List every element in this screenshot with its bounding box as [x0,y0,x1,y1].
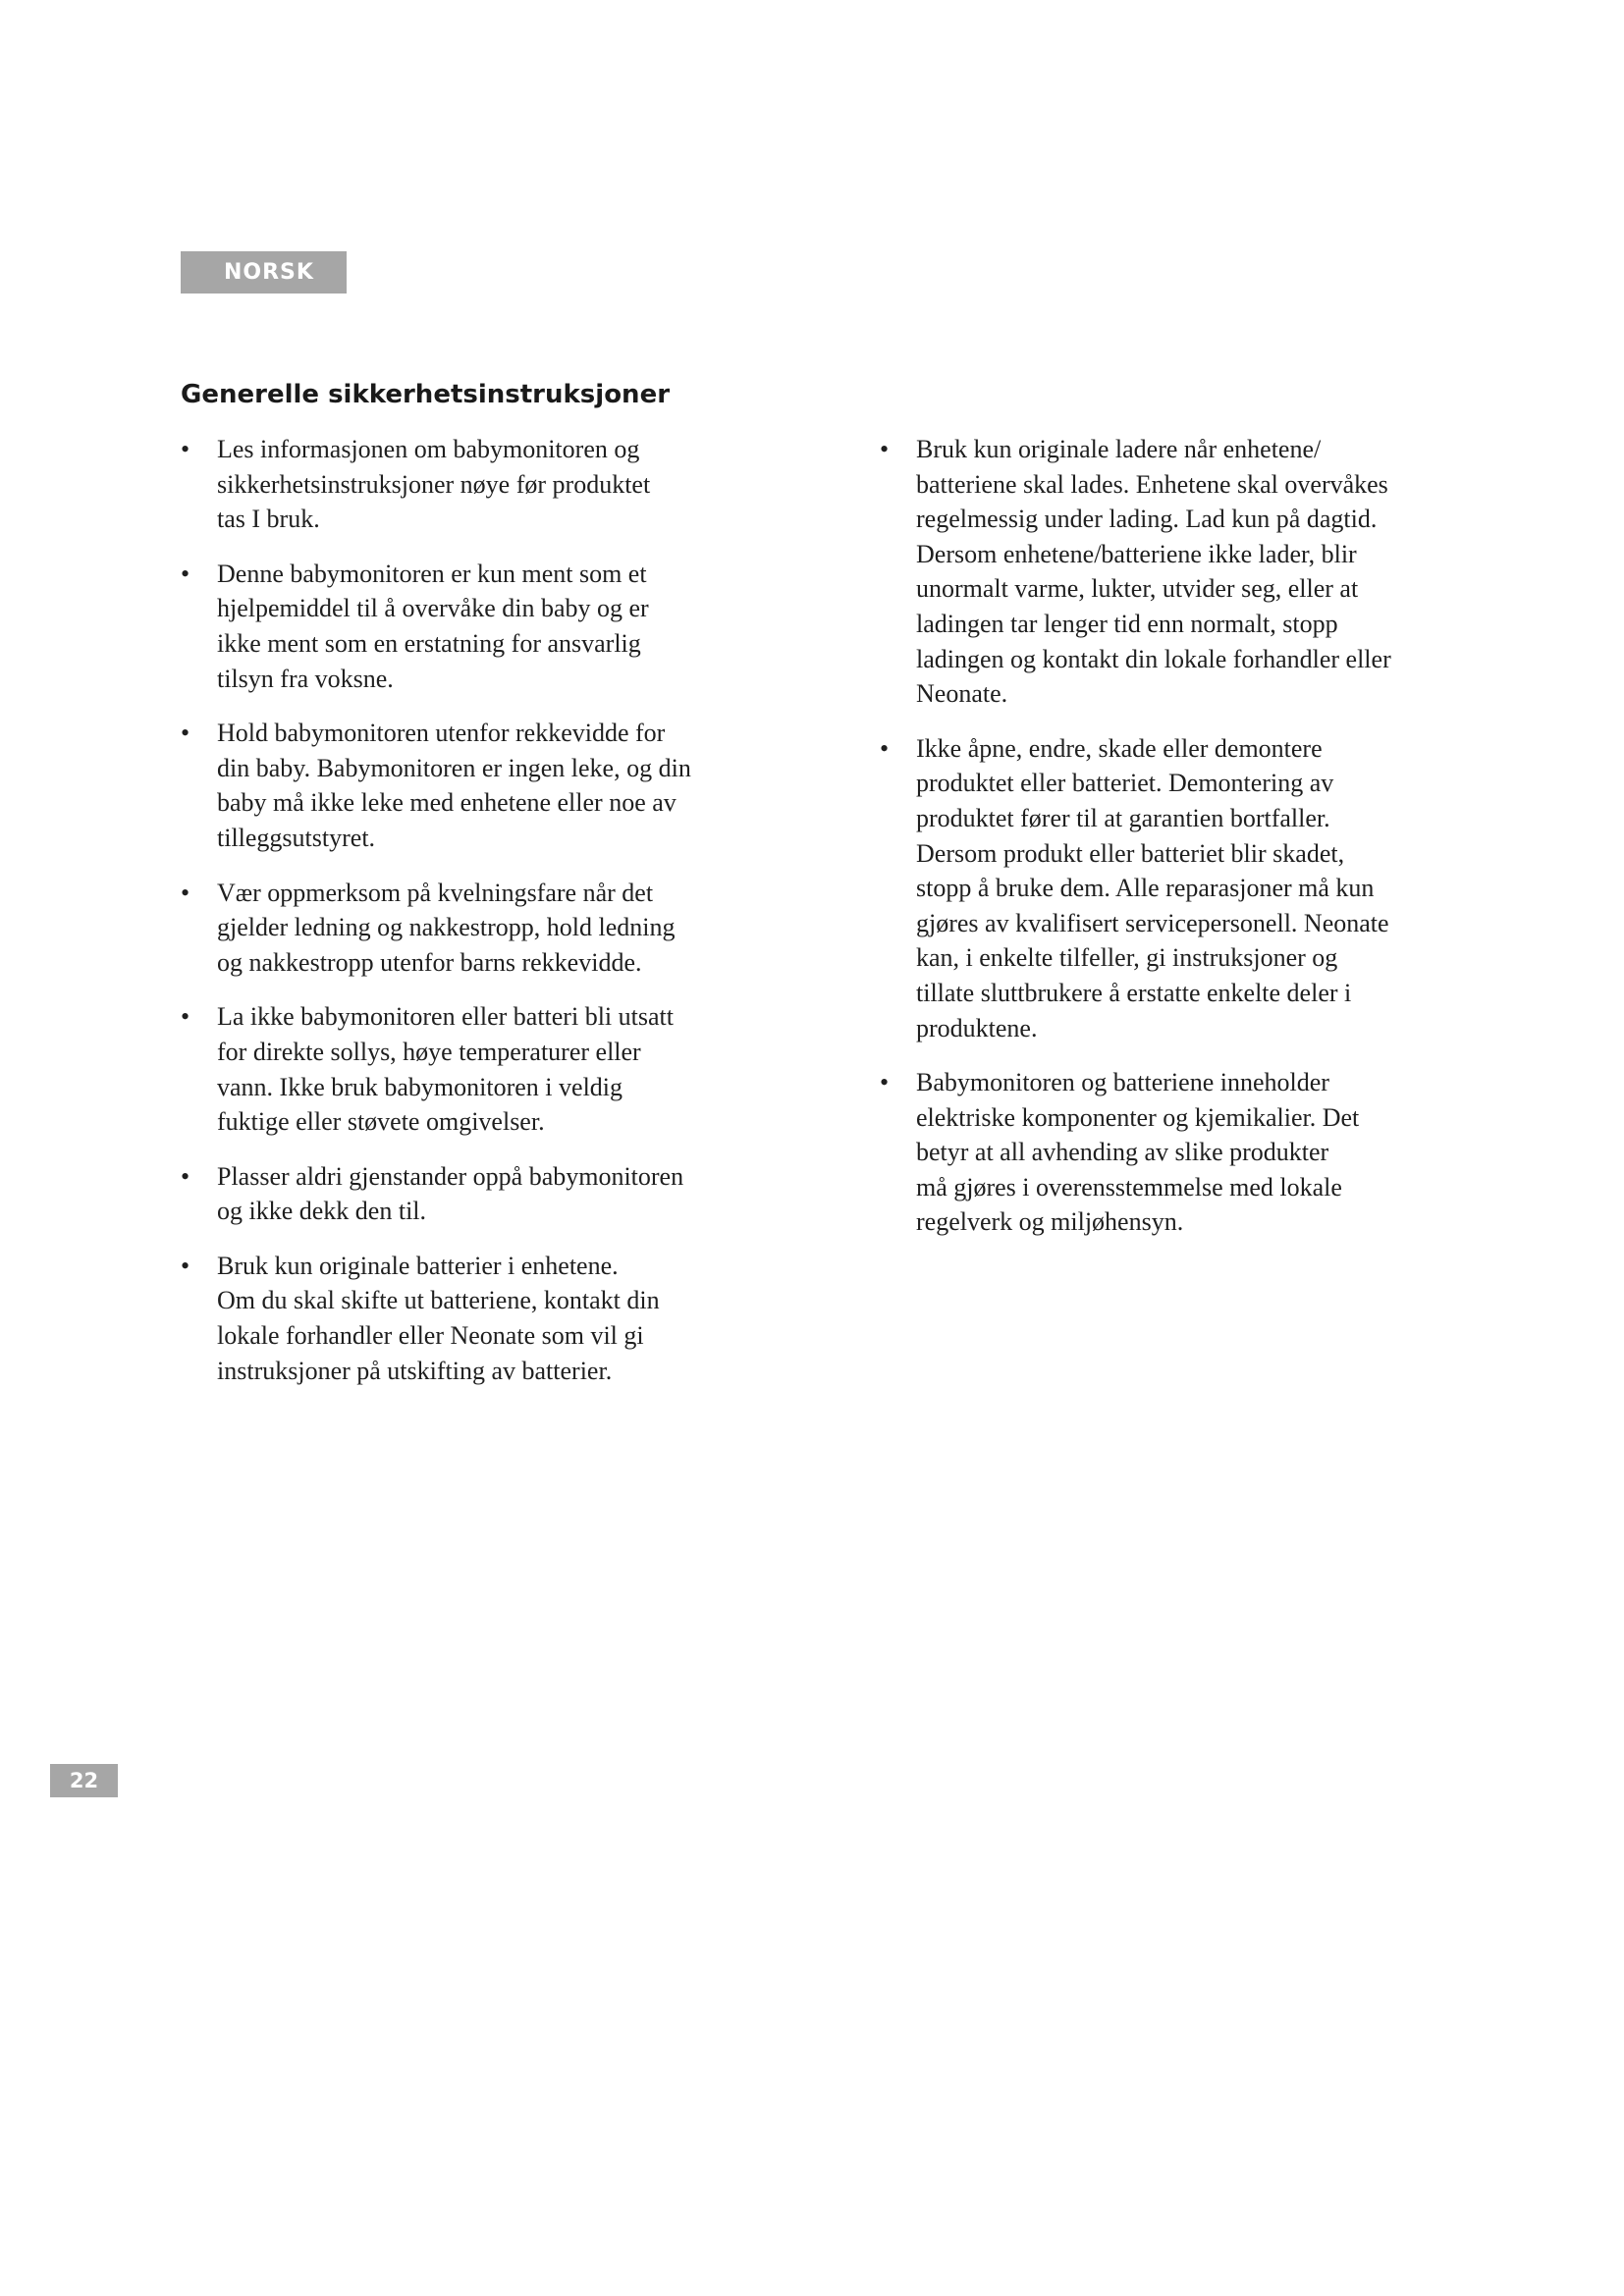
section-heading: Generelle sikkerhetsinstruksjoner [181,380,671,409]
list-item-text: Vær oppmerksom på kvelningsfare når det gjelder ledning og nakkestropp, hold ledning og nakkestropp utenfor barns rekkevidde. [217,878,676,977]
bullet-icon: • [181,1161,190,1191]
bullet-icon: • [181,878,190,907]
page-number: 22 [50,1764,118,1797]
right-column-list [880,432,1489,1259]
list-item [181,999,789,1139]
bullet-icon: • [181,1251,190,1280]
list-item [181,1249,789,1388]
bullet-icon: • [181,1002,190,1032]
list-item-text: Plasser aldri gjenstander oppå babymonitoren og ikke dekk den til. [217,1161,684,1226]
list-item [181,557,789,696]
list-item-text: Les informasjonen om babymonitoren og sikkerhetsinstruksjoner nøye før produktet tas I bruk. [217,435,651,534]
list-item [181,876,789,981]
list-item-text: Denne babymonitoren er kun ment som et hjelpemiddel til å overvåke din baby og er ikke ment som en erstatning for ansvarlig tilsyn fra voksne. [217,559,649,693]
bullet-icon: • [181,435,190,463]
bullet-icon: • [181,719,190,748]
list-item [880,731,1489,1045]
list-item [880,432,1489,712]
left-column-list [181,432,789,1408]
list-item-text: Hold babymonitoren utenfor rekkevidde for din baby. Babymonitoren er ingen leke, og din baby må ikke leke med enhetene eller noe av tilleggsutstyret. [217,719,691,852]
bullet-icon: • [880,435,890,463]
language-tab: NORSK [181,251,347,294]
list-item [181,432,789,537]
list-item-text: Bruk kun originale ladere når enhetene/ batteriene skal lades. Enhetene skal overvåkes regelmessig under lading. Lad kun på dagtid. Dersom enhetene/batteriene ikke lader, blir unormalt varme, lukter, utvider seg, eller at ladingen tar lenger tid enn normalt, stopp ladingen og kontakt din lokale forhandler eller Neonate. [916,435,1391,709]
bullet-icon: • [880,733,890,763]
bullet-icon: • [880,1068,890,1097]
list-item [181,1159,789,1229]
list-item-text: La ikke babymonitoren eller batteri bli utsatt for direkte sollys, høye temperaturer eller vann. Ikke bruk babymonitoren i veldig fuktige eller støvete omgivelser. [217,1002,674,1137]
bullet-icon: • [181,559,190,588]
list-item [880,1065,1489,1240]
list-item-text: Babymonitoren og batteriene inneholder elektriske komponenter og kjemikalier. Det betyr at all avhending av slike produkter må gjøres i overensstemmelse med lokale regelverk og miljøhensyn. [916,1068,1360,1237]
list-item-text: Bruk kun originale batterier i enhetene. Om du skal skifte ut batteriene, kontakt din lokale forhandler eller Neonate som vil gi instruksjoner på utskifting av batterier. [217,1251,660,1385]
list-item [181,716,789,855]
list-item-text: Ikke åpne, endre, skade eller demontere produktet eller batteriet. Demontering av produktet fører til at garantien bortfaller. Dersom produkt eller batteriet blir skadet, stopp å bruke dem. Alle reparasjoner må kun gjøres av kvalifisert servicepersonell. Neonate kan, i enkelte tilfeller, gi instruksjoner og tillate sluttbrukere å erstatte enkelte deler i produktene. [916,733,1389,1042]
